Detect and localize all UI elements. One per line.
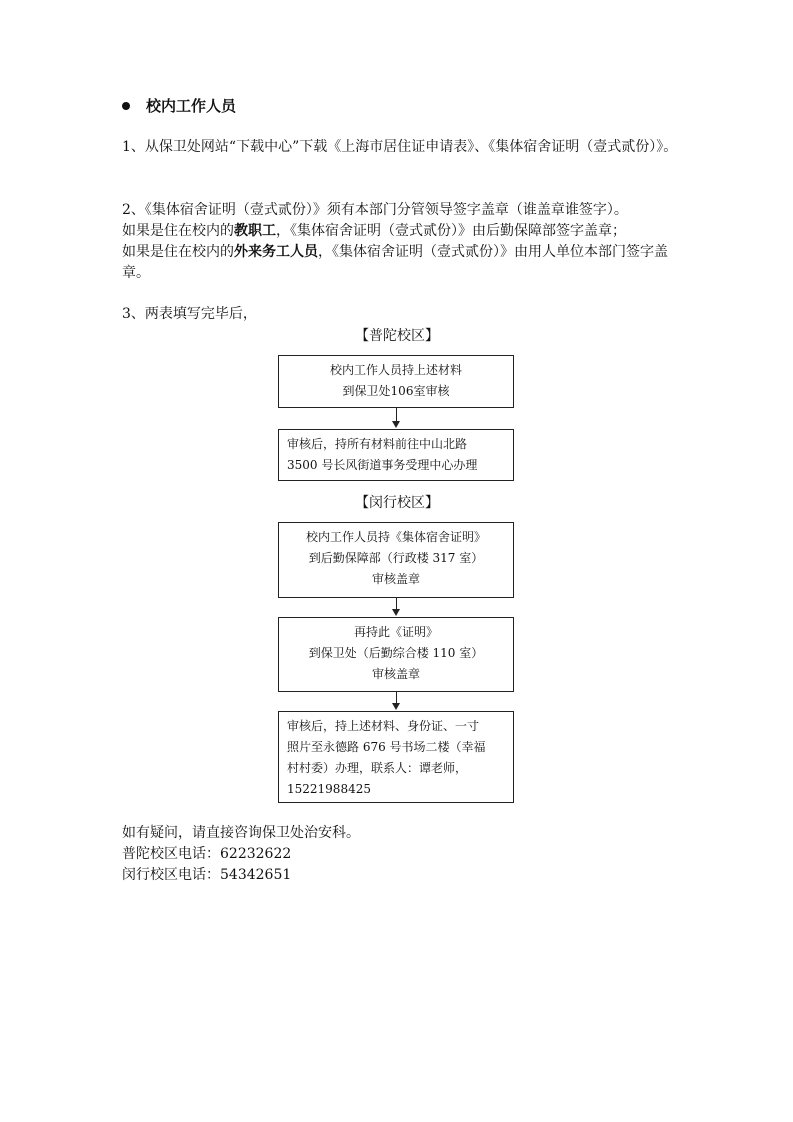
minhang-step-2-line-2: 到保卫处（后勤综合楼 110 室） — [308, 646, 484, 660]
arrow-down-icon — [392, 703, 400, 710]
minhang-step-2-line-3: 审核盖章 — [371, 667, 420, 681]
flow-arrow-line — [396, 692, 397, 703]
heading-text: 校内工作人员 — [146, 97, 237, 115]
flow-arrow-line — [396, 408, 397, 422]
bullet-icon — [122, 102, 130, 110]
putuo-step-1-line-1: 校内工作人员持上述材料 — [329, 363, 462, 377]
bold-migrant-workers: 外来务工人员 — [234, 244, 318, 260]
contact-footer — [122, 823, 360, 886]
minhang-campus-title: 【闵行校区】 — [355, 495, 439, 511]
footer-inquiry: 如有疑问，请直接咨询保卫处治安科。 — [122, 825, 360, 841]
putuo-step-2-box — [278, 429, 514, 481]
footer-putuo-phone: 普陀校区电话：62232622 — [122, 846, 292, 862]
putuo-step-1-box — [278, 355, 514, 408]
section-heading — [122, 95, 236, 116]
minhang-step-2-line-1: 再持此《证明》 — [353, 625, 438, 639]
minhang-step-1-box — [278, 522, 514, 598]
putuo-step-2-line-1: 审核后，持所有材料前往中山北路 — [287, 437, 468, 451]
arrow-down-icon — [392, 421, 400, 428]
putuo-campus-title: 【普陀校区】 — [355, 328, 439, 344]
paragraph-step-2 — [122, 200, 682, 284]
minhang-step-3-line-4: 15221988425 — [287, 782, 371, 796]
paragraph-step-3: 3、两表填写完毕后， — [122, 306, 257, 322]
minhang-step-3-line-2: 照片至永德路 676 号书场二楼（幸福 — [287, 740, 486, 754]
bold-staff: 教职工 — [234, 223, 276, 239]
step-2-line-2-pre: 如果是住在校内的 — [122, 223, 234, 239]
flow-arrow-line — [396, 598, 397, 609]
minhang-step-3-line-3: 村村委）办理，联系人：谭老师， — [287, 761, 468, 775]
step-2-line-2-post: ，《集体宿舍证明（壹式贰份）》由后勤保障部签字盖章； — [276, 223, 626, 239]
minhang-step-1-line-3: 审核盖章 — [371, 572, 420, 586]
putuo-step-1-line-2: 到保卫处106室审核 — [342, 384, 450, 398]
footer-minhang-phone: 闵行校区电话：54342651 — [122, 867, 292, 883]
step-2-line-3-pre: 如果是住在校内的 — [122, 244, 234, 260]
step-2-line-1: 2、《集体宿舍证明（壹式贰份）》须有本部门分管领导签字盖章（谁盖章谁签字）。 — [122, 202, 628, 218]
minhang-step-3-line-1: 审核后，持上述材料、身份证、一寸 — [287, 719, 480, 733]
minhang-step-2-box — [278, 617, 514, 692]
minhang-step-3-box — [278, 711, 514, 803]
step-2-line-3-post: ，《集体宿舍证明（壹式贰份）》由用人单位本部门签字盖章。 — [122, 244, 668, 281]
minhang-step-1-line-1: 校内工作人员持《集体宿舍证明》 — [305, 530, 486, 544]
putuo-step-2-line-2: 3500 号长风街道事务受理中心办理 — [287, 458, 478, 472]
arrow-down-icon — [392, 609, 400, 616]
paragraph-step-1: 1、从保卫处网站“下载中心”下载《上海市居住证申请表》、《集体宿舍证明（壹式贰份）》。 — [122, 139, 678, 155]
minhang-step-1-line-2: 到后勤保障部（行政楼 317 室） — [308, 551, 484, 565]
